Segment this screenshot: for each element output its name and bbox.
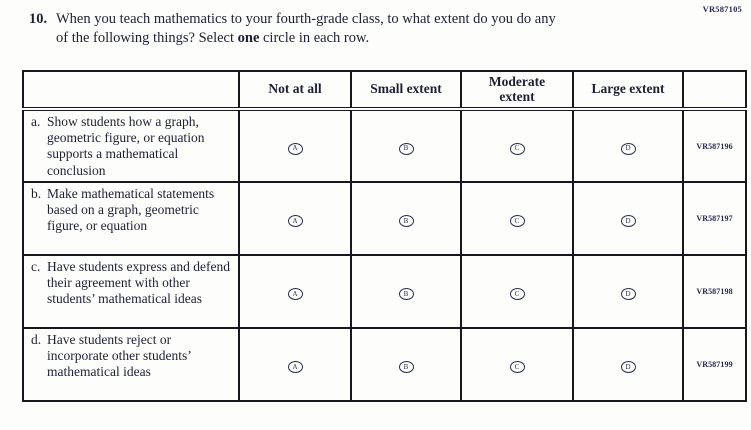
option-circle-a[interactable]: A <box>288 143 303 155</box>
option-circle-a[interactable]: A <box>288 288 303 300</box>
row-c-label <box>23 255 239 328</box>
question-number: 10. <box>29 11 48 27</box>
column-header-not-at-all: Not at all <box>239 71 351 109</box>
row-a-letter: a. <box>31 114 41 129</box>
question-line2-post: circle in each row. <box>259 29 370 46</box>
option-circle-d[interactable]: D <box>621 361 636 373</box>
row-c-cell-large-extent <box>573 255 683 328</box>
question-line2-pre: of the following things? Select <box>56 29 238 46</box>
table-row <box>23 328 746 401</box>
header-blank-item <box>23 71 239 109</box>
question-bold-word: one <box>237 29 260 46</box>
page-code: VR587105 <box>702 4 742 14</box>
row-a-label <box>23 109 239 182</box>
column-header-large-extent: Large extent <box>573 71 683 109</box>
row-b-label <box>23 182 239 255</box>
row-b-cell-small-extent <box>351 182 461 255</box>
question-line1: When you teach mathematics to your fourth-grade class, to what extent do you do any <box>56 11 556 27</box>
row-d-cell-large-extent <box>573 328 683 401</box>
option-circle-b[interactable]: B <box>399 215 414 227</box>
row-d-cell-small-extent <box>351 328 461 401</box>
row-d-text: Have students reject or incorporate other students’ mathematical ideas <box>47 332 191 380</box>
table-row <box>23 109 746 182</box>
row-b-cell-large-extent <box>573 182 683 255</box>
row-d-cell-moderate-extent <box>461 328 573 401</box>
option-circle-c[interactable]: C <box>510 361 525 373</box>
option-circle-d[interactable]: D <box>621 143 636 155</box>
row-b-letter: b. <box>31 186 42 201</box>
row-a-cell-moderate-extent <box>461 109 573 182</box>
row-a-cell-not-at-all <box>239 109 351 182</box>
response-matrix-table <box>22 70 747 402</box>
option-circle-a[interactable]: A <box>288 361 303 373</box>
option-circle-c[interactable]: C <box>510 215 525 227</box>
option-circle-d[interactable]: D <box>621 215 636 227</box>
row-c-cell-moderate-extent <box>461 255 573 328</box>
row-d-label <box>23 328 239 401</box>
option-circle-b[interactable]: B <box>399 288 414 300</box>
table-row <box>23 182 746 255</box>
option-circle-d[interactable]: D <box>621 288 636 300</box>
row-c-text: Have students express and defend their agreement with other students’ mathematical ideas <box>47 259 230 307</box>
option-circle-a[interactable]: A <box>288 215 303 227</box>
row-c-code: VR587198 <box>683 255 746 328</box>
row-b-code: VR587197 <box>683 182 746 255</box>
row-a-cell-large-extent <box>573 109 683 182</box>
row-b-text: Make mathematical statements based on a graph, geometric figure, or equation <box>47 186 215 234</box>
option-circle-b[interactable]: B <box>399 361 414 373</box>
option-circle-c[interactable]: C <box>510 143 525 155</box>
row-d-cell-not-at-all <box>239 328 351 401</box>
row-c-cell-not-at-all <box>239 255 351 328</box>
row-b-cell-moderate-extent <box>461 182 573 255</box>
question-text <box>56 10 556 47</box>
column-header-small-extent: Small extent <box>351 71 461 109</box>
row-c-letter: c. <box>31 259 41 274</box>
row-b-cell-not-at-all <box>239 182 351 255</box>
table-row <box>23 255 746 328</box>
column-header-moderate-extent: Moderate extent <box>461 71 573 109</box>
header-row <box>23 71 746 109</box>
header-blank-code <box>683 71 746 109</box>
row-d-code: VR587199 <box>683 328 746 401</box>
option-circle-b[interactable]: B <box>399 143 414 155</box>
row-a-text: Show students how a graph, geometric figure, or equation supports a mathematical conclusion <box>47 114 205 178</box>
row-c-cell-small-extent <box>351 255 461 328</box>
row-d-letter: d. <box>31 332 42 347</box>
row-a-code: VR587196 <box>683 109 746 182</box>
question-block <box>29 10 669 47</box>
row-a-cell-small-extent <box>351 109 461 182</box>
option-circle-c[interactable]: C <box>510 288 525 300</box>
